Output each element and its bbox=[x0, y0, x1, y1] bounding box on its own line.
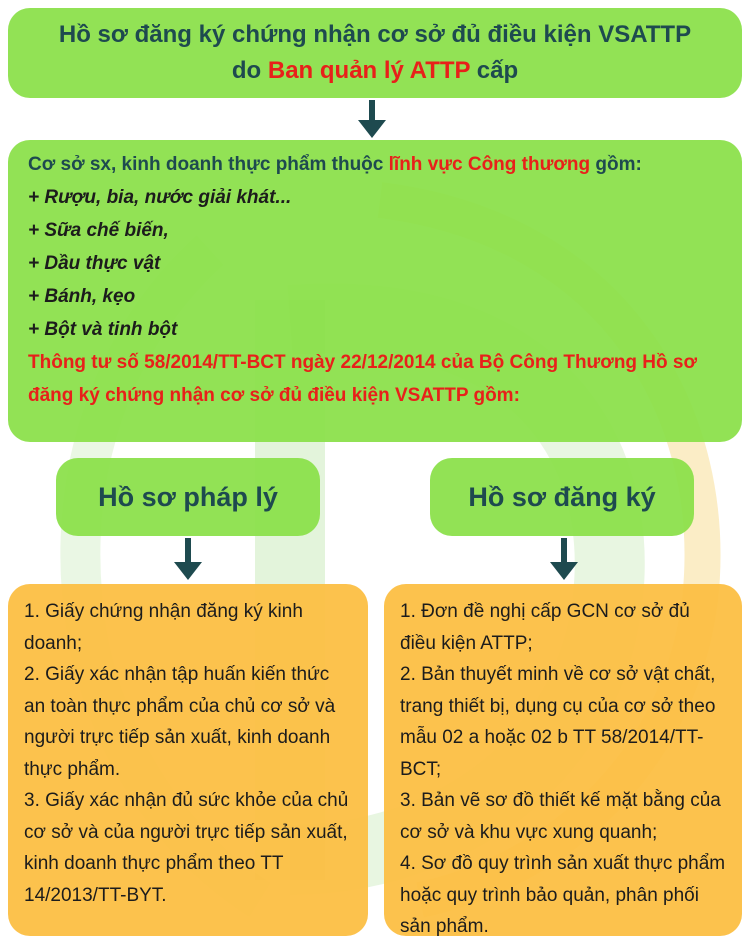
scope-highlight: lĩnh vực Công thương bbox=[388, 154, 591, 175]
scope-item: + Bánh, kẹo bbox=[28, 286, 136, 307]
down-arrow-icon bbox=[172, 538, 204, 582]
legal-docs-title: Hồ sơ pháp lý bbox=[56, 458, 320, 536]
list-item: 3. Giấy xác nhận đủ sức khỏe của chủ cơ sở và của người trực tiếp sản xuất, kinh doanh thực phẩm theo TT 14/2013/TT-BYT. bbox=[24, 790, 349, 906]
list-item: 1. Giấy chứng nhận đăng ký kinh doanh; bbox=[24, 601, 303, 654]
scope-box bbox=[8, 140, 742, 442]
scope-intro bbox=[28, 148, 722, 181]
header-highlight: Ban quản lý ATTP bbox=[267, 57, 471, 84]
scope-item: + Rượu, bia, nước giải khát... bbox=[28, 187, 292, 208]
list-item: 1. Đơn đề nghị cấp GCN cơ sở đủ điều kiện ATTP; bbox=[400, 601, 690, 654]
list-item: 3. Bản vẽ sơ đồ thiết kế mặt bằng của cơ sở và khu vực xung quanh; bbox=[400, 790, 721, 843]
header-line-2-suffix: cấp bbox=[470, 57, 519, 84]
registration-docs-title: Hồ sơ đăng ký bbox=[430, 458, 694, 536]
list-item: 2. Giấy xác nhận tập huấn kiến thức an toàn thực phẩm của chủ cơ sở và người trực tiếp sản xuất, kinh doanh thực phẩm. bbox=[24, 664, 336, 780]
legal-docs-list bbox=[8, 584, 368, 936]
down-arrow-icon bbox=[356, 100, 388, 140]
legal-basis: Thông tư số 58/2014/TT-BCT ngày 22/12/2014 của Bộ Công Thương Hồ sơ đăng ký chứng nhận cơ sở đủ điều kiện VSATTP gồm: bbox=[28, 352, 697, 406]
registration-docs-list bbox=[384, 584, 742, 936]
header-line-1: Hồ sơ đăng ký chứng nhận cơ sở đủ điều kiện VSATTP bbox=[58, 21, 692, 48]
scope-item: + Dầu thực vật bbox=[28, 253, 161, 274]
scope-item: + Bột và tinh bột bbox=[28, 319, 178, 340]
header-box bbox=[8, 8, 742, 98]
header-line-2-prefix: do bbox=[231, 57, 268, 84]
header-line-2 bbox=[8, 53, 742, 89]
scope-intro-suffix: gồm: bbox=[590, 154, 642, 175]
list-item: 4. Sơ đồ quy trình sản xuất thực phẩm hoặc quy trình bảo quản, phân phối sản phẩm. bbox=[400, 853, 726, 937]
down-arrow-icon bbox=[548, 538, 580, 582]
scope-item: + Sữa chế biến, bbox=[28, 220, 169, 241]
list-item: 2. Bản thuyết minh về cơ sở vật chất, trang thiết bị, dụng cụ của cơ sở theo mẫu 02 a hoặc 02 b TT 58/2014/TT-BCT; bbox=[400, 664, 716, 780]
scope-intro-prefix: Cơ sở sx, kinh doanh thực phẩm thuộc bbox=[28, 154, 389, 175]
